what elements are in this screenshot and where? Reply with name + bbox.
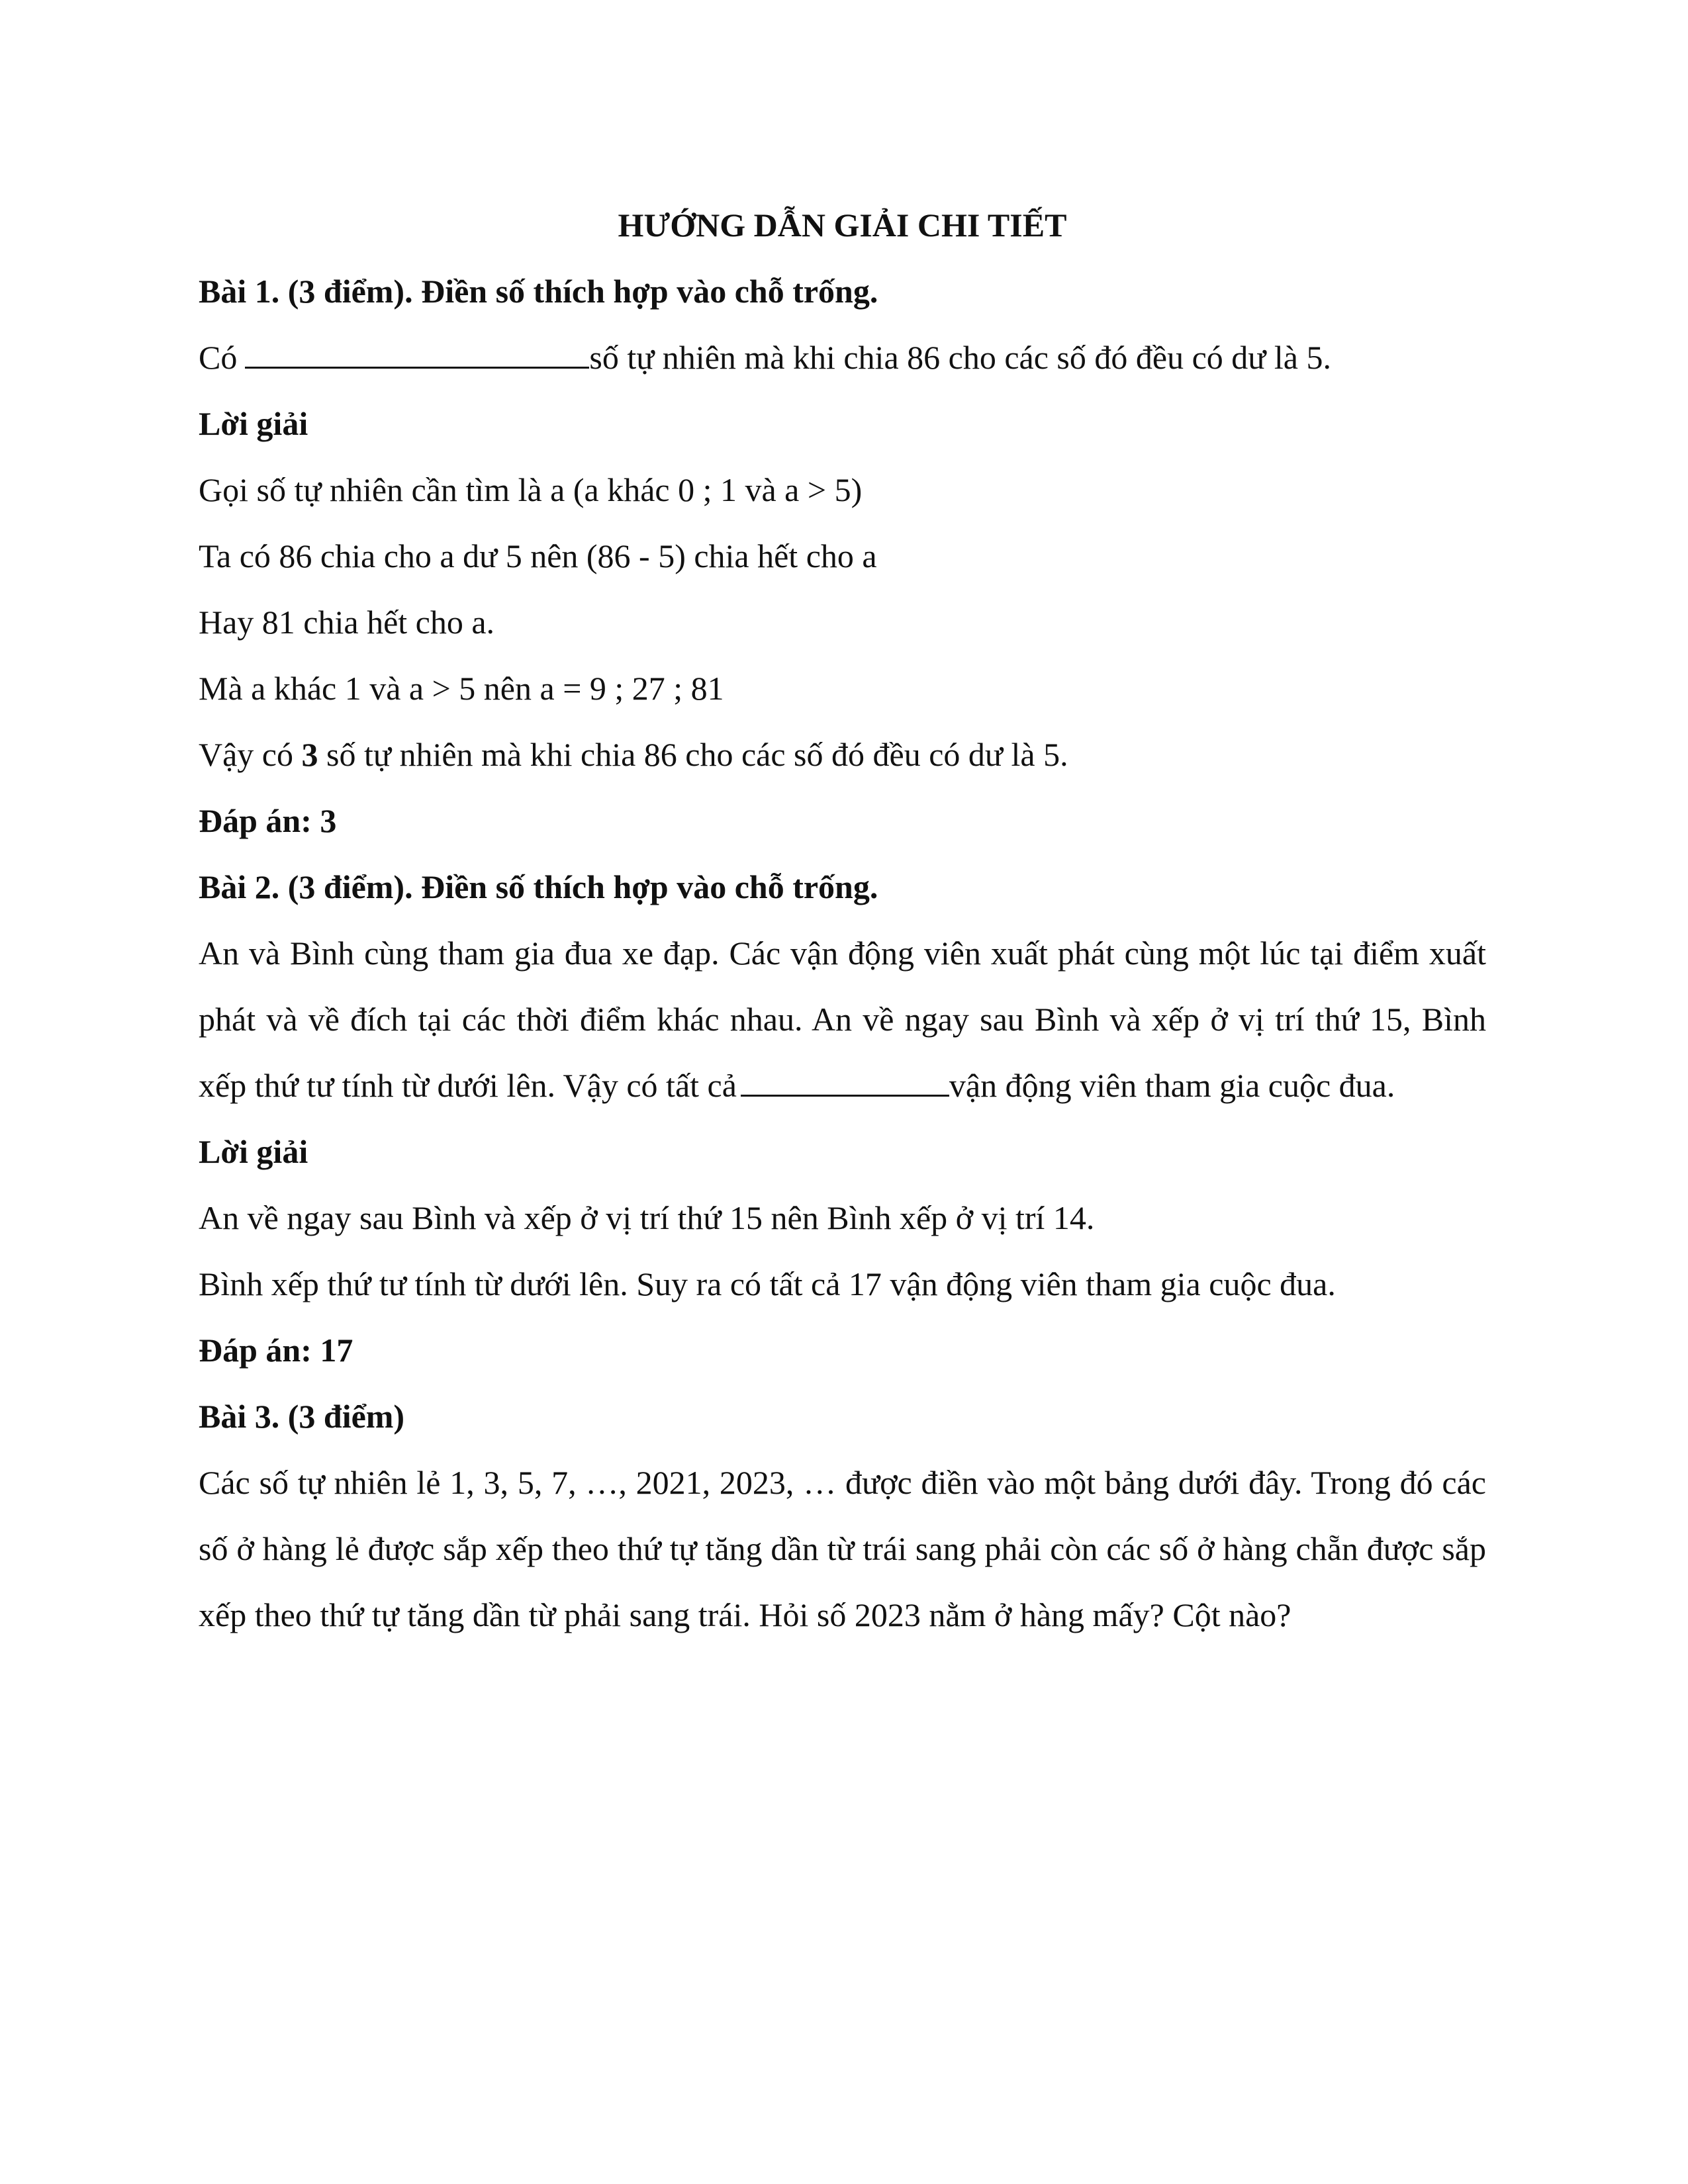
bai2-question (199, 920, 1486, 1118)
bai2-question-start: An và Bình cùng tham gia đua xe đạp. Các vận động viên xuất phát cùng một lúc tại điểm xuất phát và về đích tại các thời điểm khác nhau. An về ngay sau Bình và xếp ở vị trí thứ 15, Bình xếp thứ tư tính từ dưới lên. Vậy có tất cả (199, 934, 1486, 1104)
bai1-solution-line: Ta có 86 chia cho a dư 5 nên (86 - 5) chia hết cho a (199, 537, 877, 574)
bai2-heading: Bài 2. (3 điểm). Điền số thích hợp vào chỗ trống. (199, 868, 878, 905)
bai1-solution-line: Hay 81 chia hết cho a. (199, 604, 495, 641)
bai3-heading: Bài 3. (3 điểm) (199, 1398, 405, 1435)
bai1-question (199, 324, 1486, 390)
bai1-heading: Bài 1. (3 điểm). Điền số thích hợp vào chỗ trống. (199, 273, 878, 310)
bai2-solution-line: Bình xếp thứ tư tính từ dưới lên. Suy ra có tất cả 17 vận động viên tham gia cuộc đua. (199, 1265, 1336, 1302)
bai1-conclusion (199, 721, 1486, 788)
bai2-question-end: vận động viên tham gia cuộc đua. (949, 1067, 1395, 1104)
bai1-conclusion-start: Vậy có (199, 736, 293, 773)
bai2-solution-heading: Lời giải (199, 1133, 308, 1170)
bai2-answer: Đáp án: 17 (199, 1332, 353, 1369)
bai1-conclusion-number: 3 (301, 736, 318, 773)
bai1-solution-heading: Lời giải (199, 405, 308, 442)
page-title: HƯỚNG DẪN GIẢI CHI TIẾT (618, 206, 1067, 244)
bai1-question-start: Có (199, 339, 238, 376)
bai1-question-end: số tự nhiên mà khi chia 86 cho các số đó đều có dư là 5. (589, 339, 1331, 376)
bai1-conclusion-end: số tự nhiên mà khi chia 86 cho các số đó đều có dư là 5. (326, 736, 1068, 773)
bai3-question: Các số tự nhiên lẻ 1, 3, 5, 7, …, 2021, 2023, … được điền vào một bảng dưới đây. Trong đó các số ở hàng lẻ được sắp xếp theo thứ tự tăng dần từ trái sang phải còn các số ở hàng chẵn được sắp xếp theo thứ tự tăng dần từ phải sang trái. Hỏi số 2023 nằm ở hàng mấy? Cột nào? (199, 1464, 1486, 1633)
bai2-answer-blank (741, 1056, 949, 1097)
bai1-solution-line: Gọi số tự nhiên cần tìm là a (a khác 0 ; 1 và a > 5) (199, 471, 863, 508)
bai2-solution-line: An về ngay sau Bình và xếp ở vị trí thứ 15 nên Bình xếp ở vị trí 14. (199, 1199, 1095, 1236)
bai1-answer: Đáp án: 3 (199, 802, 337, 839)
document-body (199, 192, 1486, 1648)
bai1-solution-line: Mà a khác 1 và a > 5 nên a = 9 ; 27 ; 81 (199, 670, 724, 707)
bai1-answer-blank (245, 328, 589, 369)
